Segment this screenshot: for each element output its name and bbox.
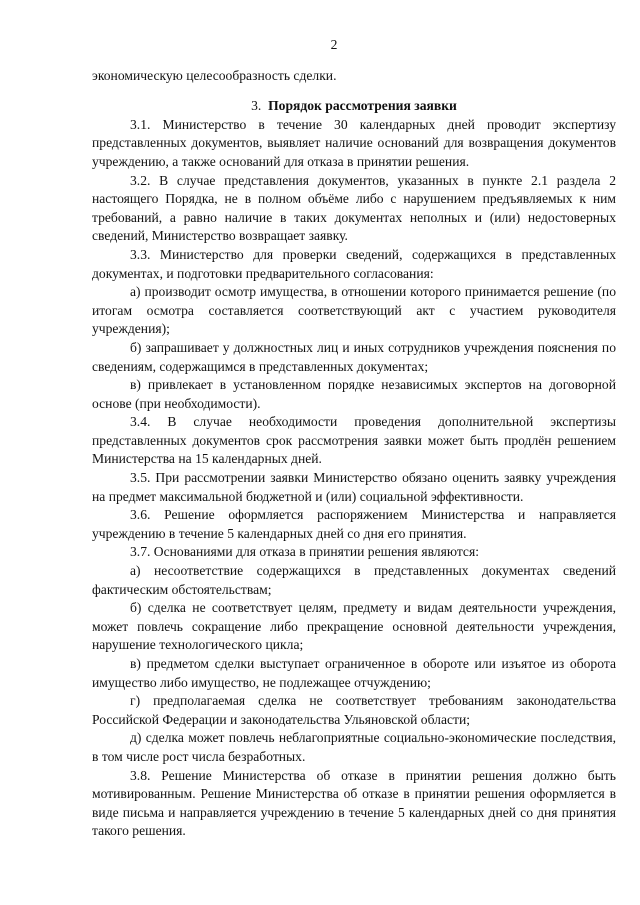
paragraph-3-6: 3.6. Решение оформляется распоряжением Министерства и направляется учреждению в течение 5 календарных дней со дня его принятия. xyxy=(92,507,616,541)
paragraph-3-1: 3.1. Министерство в течение 30 календарных дней проводит экспертизу представленных документов, выявляет наличие оснований для возвращения документов учреждению, а также оснований для отказа в принятии решения. xyxy=(92,116,616,169)
paragraph-3-7: 3.7. Основаниями для отказа в принятии решения являются: xyxy=(130,544,479,560)
paragraph-3-3-b: б) запрашивает у должностных лиц и иных сотрудников учреждения пояснения по сведениям, содержащимся в представленных документах; xyxy=(92,339,616,374)
paragraph-3-7-v: в) предметом сделки выступает ограниченное в обороте или изъятое из оборота имущество либо имущество, не подлежащее отчуждению; xyxy=(92,656,616,690)
paragraph-3-7-g: г) предполагаемая сделка не соответствует требованиям законодательства Российской Федерации и законодательства Ульяновской области; xyxy=(92,693,616,727)
paragraph-3-5: 3.5. При рассмотрении заявки Министерство обязано оценить заявку учреждения на предмет максимальной бюджетной и (или) социальной эффективности. xyxy=(92,470,616,504)
paragraph-3-3-a: а) производит осмотр имущества, в отношении которого принимается решение (по итогам осмотра составляется соответствующий акт с участием руководителя учреждения); xyxy=(92,284,616,337)
paragraph-3-3-v: в) привлекает в установленном порядке независимых экспертов на договорной основе (при необходимости). xyxy=(92,377,616,411)
section-heading xyxy=(92,97,616,116)
paragraph-3-2: 3.2. В случае представления документов, указанных в пункте 2.1 раздела 2 настоящего Порядка, не в полном объёме либо с нарушением предъявляемых к ним требований, а равно наличие в таких документах неполных и (или) недостоверных сведений, Министерство возвращает заявку. xyxy=(92,172,616,244)
section-number: 3. xyxy=(251,98,262,114)
section-title: Порядок рассмотрения заявки xyxy=(268,98,457,114)
paragraph-3-7-a: а) несоответствие содержащихся в представленных документах сведений фактическим обстоятельствам; xyxy=(92,563,616,597)
paragraph-3-8: 3.8. Решение Министерства об отказе в принятии решения должно быть мотивированным. Решение Министерства об отказе в принятии решения оформляется в виде письма и направляется учреждению в течение 5 календарных дней со дня принятия такого решения. xyxy=(92,767,616,839)
continuation-text: экономическую целесообразность сделки. xyxy=(92,67,337,83)
paragraph-3-4: 3.4. В случае необходимости проведения дополнительной экспертизы представленных документов срок рассмотрения заявки может быть продлён решением Министерства на 15 календарных дней. xyxy=(92,414,616,467)
paragraph-3-7-b: б) сделка не соответствует целям, предмету и видам деятельности учреждения, может повлечь сокращение либо прекращение основной деятельности учреждения, нарушение технологического цикла; xyxy=(92,600,616,653)
paragraph-3-7-d: д) сделка может повлечь неблагоприятные социально-экономические последствия, в том числе рост числа безработных. xyxy=(92,730,616,764)
page-number: 2 xyxy=(330,37,338,52)
paragraph-3-3: 3.3. Министерство для проверки сведений, содержащихся в представленных документах, и подготовки предварительного согласования: xyxy=(92,246,616,281)
